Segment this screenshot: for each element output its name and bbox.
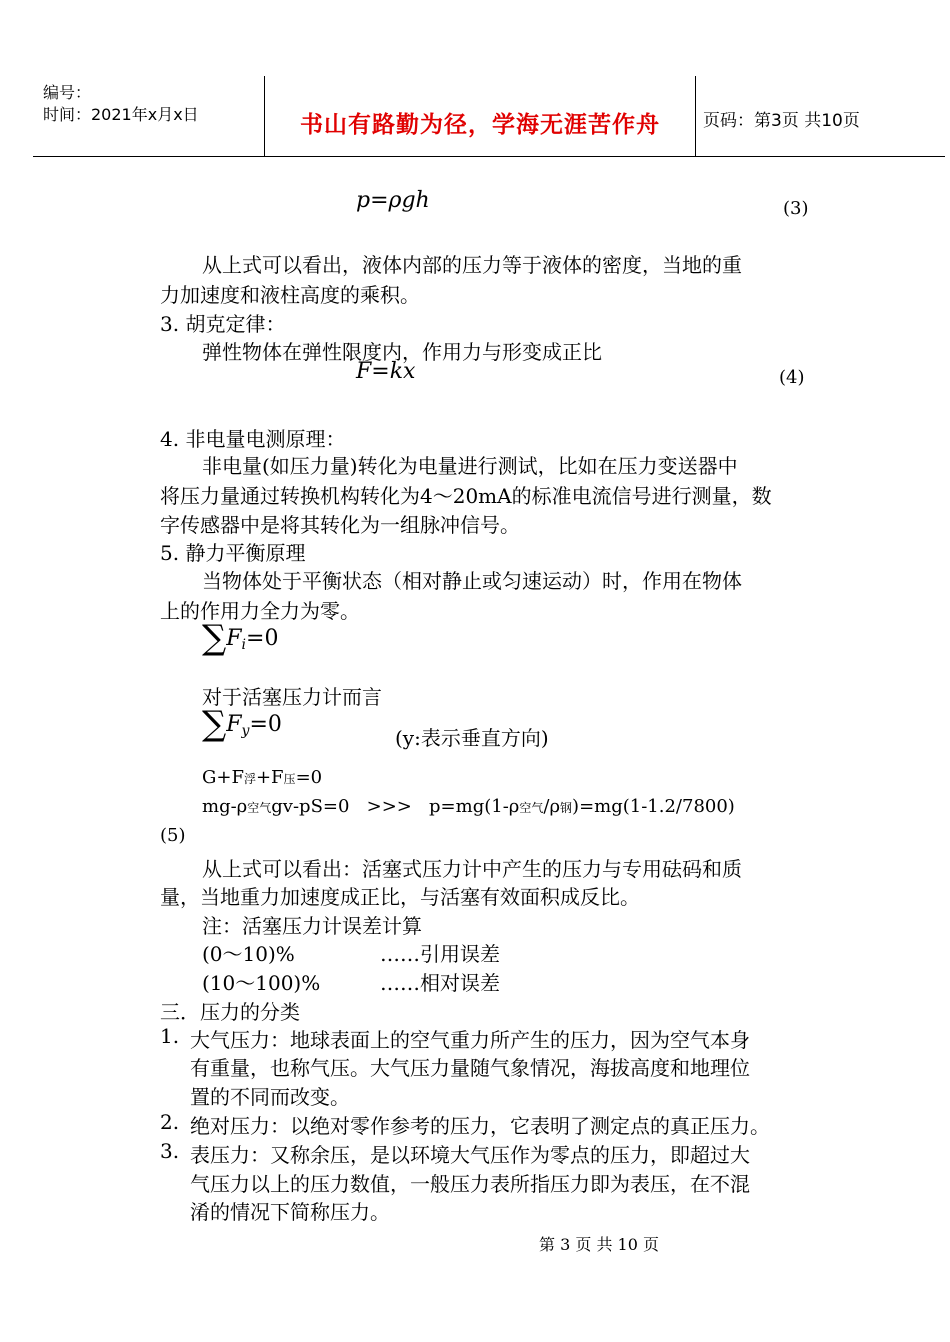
list-number: 1. bbox=[160, 1024, 180, 1048]
section-heading: 三．压力的分类 bbox=[160, 1000, 300, 1024]
equation-3-number: (3) bbox=[783, 198, 809, 219]
list-item-line: 淆的情况下简称压力。 bbox=[190, 1200, 390, 1224]
note-title: 注：活塞压力计误差计算 bbox=[202, 914, 422, 938]
header-meta bbox=[43, 82, 199, 126]
list-item-line: 表压力：又称余压，是以环境大气压作为零点的压力，即超过大 bbox=[190, 1143, 750, 1167]
sum-equation: $\sum F_y=0$ bbox=[202, 704, 282, 744]
paragraph-line: 当物体处于平衡状态（相对静止或匀速运动）时，作用在物体 bbox=[202, 569, 742, 593]
note-desc: ……相对误差 bbox=[380, 971, 500, 995]
section-heading: 5. 静力平衡原理 bbox=[160, 541, 306, 565]
section-heading: 4. 非电量电测原理： bbox=[160, 427, 346, 451]
date-label: 时间：2021年x月x日 bbox=[43, 105, 199, 124]
paragraph-line: 对于活塞压力计而言 bbox=[202, 685, 382, 709]
number-label: 编号： bbox=[43, 83, 92, 102]
section-heading: 3. 胡克定律： bbox=[160, 312, 286, 336]
list-item-line: 有重量，也称气压。大气压力量随气象情况，海拔高度和地理位 bbox=[190, 1056, 750, 1080]
paragraph-line: 从上式可以看出，液体内部的压力等于液体的密度，当地的重 bbox=[202, 253, 742, 277]
equation-3: p=ρgh bbox=[356, 188, 430, 213]
paragraph-line: 从上式可以看出：活塞式压力计中产生的压力与专用砝码和质 bbox=[202, 857, 742, 881]
list-item-line: 气压力以上的压力数值，一般压力表所指压力即为表压，在不混 bbox=[190, 1172, 750, 1196]
header-page-label: 页码：第3页 共10页 bbox=[703, 111, 860, 131]
mass-equation: mg-ρ空气gv-pS=0 >>> p=mg(1-ρ空气/ρ钢)=mg(1-1.2/7800) bbox=[202, 796, 735, 817]
sum-equation: $\sum F_i=0$ bbox=[202, 618, 279, 658]
note-range: (10～100)% bbox=[202, 971, 321, 995]
paragraph-line: 弹性物体在弹性限度内，作用力与形变成正比 bbox=[202, 340, 602, 364]
paragraph-line: 将压力量通过转换机构转化为4～20mA的标准电流信号进行测量，数 bbox=[160, 484, 772, 508]
note-desc: ……引用误差 bbox=[380, 942, 500, 966]
header-motto: 书山有路勤为径，学海无涯苦作舟 bbox=[300, 112, 660, 138]
sigma-symbol: ∑ bbox=[202, 618, 227, 658]
list-item-line: 大气压力：地球表面上的空气重力所产生的压力，因为空气本身 bbox=[190, 1028, 750, 1052]
equation-5-number: (5) bbox=[160, 825, 186, 846]
list-item-line: 置的不同而改变。 bbox=[190, 1085, 350, 1109]
paragraph-line: 字传感器中是将其转化为一组脉冲信号。 bbox=[160, 513, 520, 537]
header-divider bbox=[695, 76, 696, 156]
paragraph-line: 量，当地重力加速度成正比，与活塞有效面积成反比。 bbox=[160, 885, 640, 909]
page-footer: 第 3 页 共 10 页 bbox=[539, 1235, 659, 1254]
list-number: 2. bbox=[160, 1110, 180, 1134]
paragraph-line: 力加速度和液柱高度的乘积。 bbox=[160, 283, 420, 307]
equation-4: F=kx bbox=[356, 359, 416, 384]
list-item-line: 绝对压力：以绝对零作参考的压力，它表明了测定点的真正压力。 bbox=[190, 1114, 770, 1138]
force-equation: G+F浮+F压=0 bbox=[202, 767, 323, 788]
paragraph-line: 非电量(如压力量)转化为电量进行测试，比如在压力变送器中 bbox=[202, 454, 738, 478]
page-header bbox=[33, 76, 945, 157]
list-number: 3. bbox=[160, 1139, 180, 1163]
sigma-symbol: ∑ bbox=[202, 704, 227, 744]
paragraph-line: 上的作用力全力为零。 bbox=[160, 599, 360, 623]
note-range: (0～10)% bbox=[202, 942, 295, 966]
equation-4-number: (4) bbox=[779, 367, 805, 388]
equation-note: (y:表示垂直方向) bbox=[395, 726, 549, 750]
